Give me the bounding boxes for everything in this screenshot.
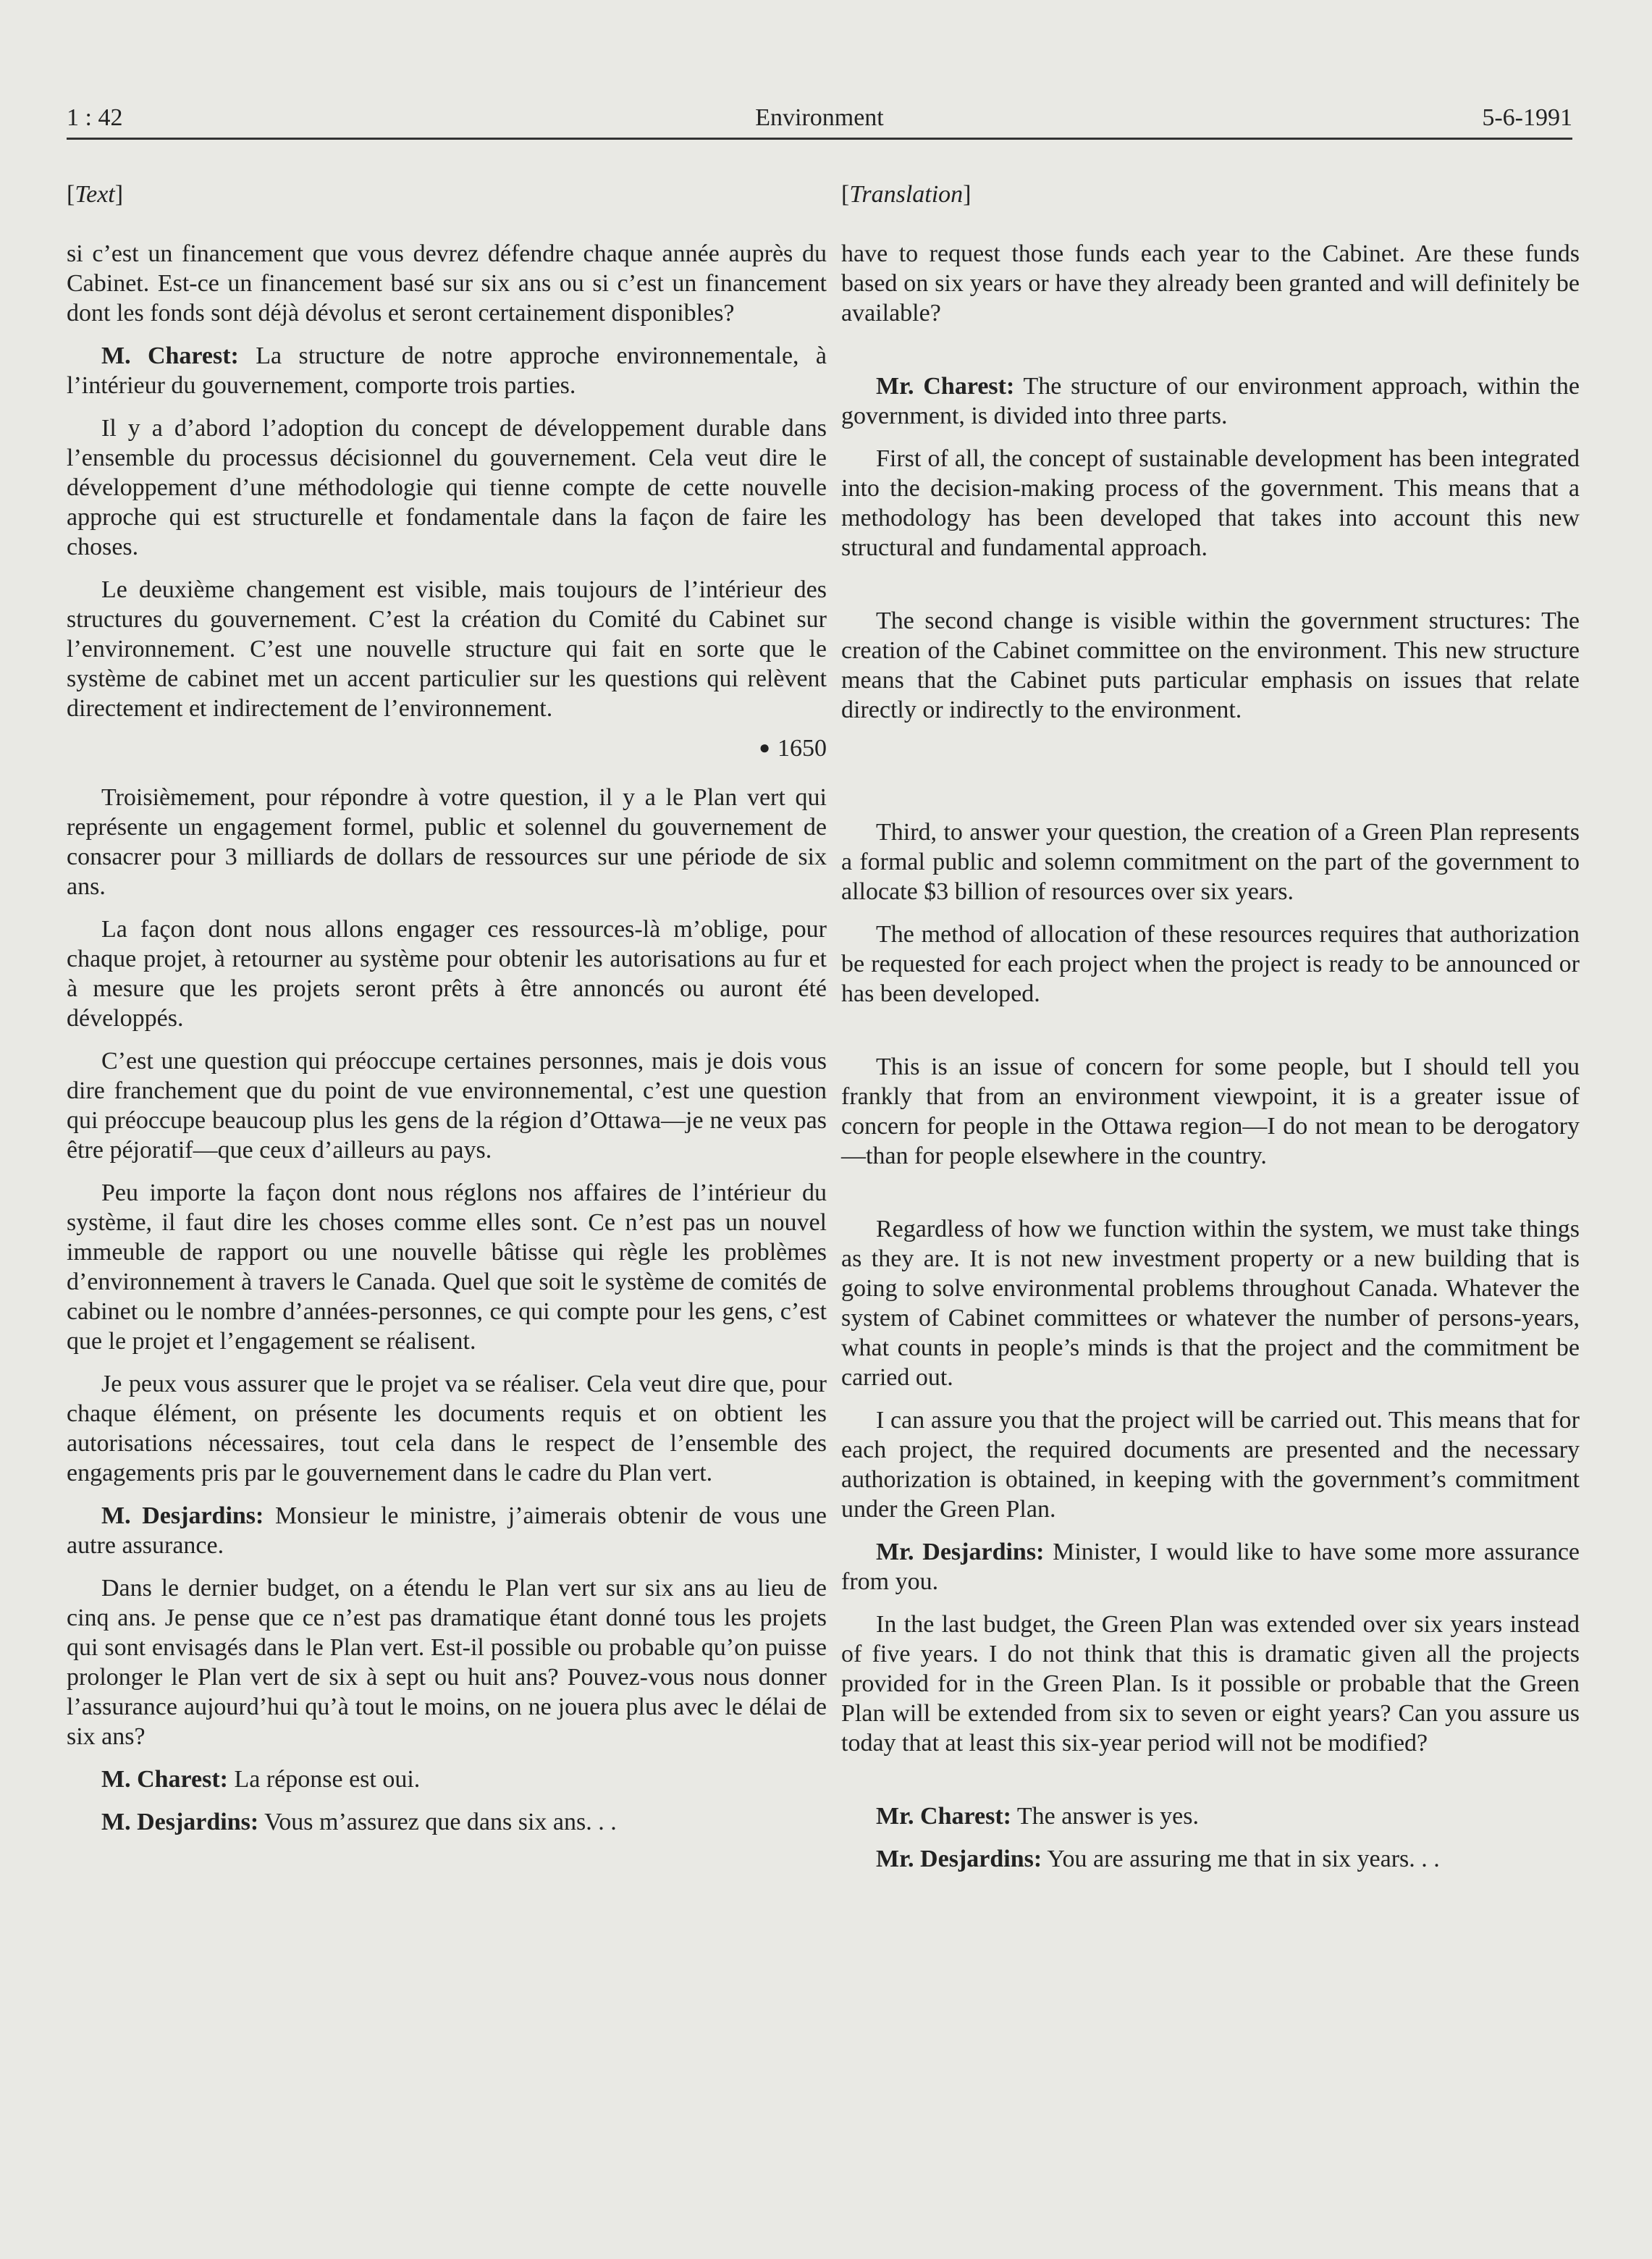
paragraph: M. Desjardins: Vous m’assurez que dans six ans. . . bbox=[101, 1809, 617, 1835]
paragraph: The second change is visible within the government structures: The creation of the Cabinet committee on the environment. This new structure means that the Cabinet puts particular emphasis on issues that relate directly or indirectly to the environment. bbox=[841, 607, 1580, 723]
paragraph: Je peux vous assurer que le projet va se réaliser. Cela veut dire que, pour chaque élément, on présente les documents requis et on obtient les autorisations nécessaires, tout cela dans le respect de l’ensemble des engagements pris par le gouvernement dans le cadre du Plan vert. bbox=[67, 1371, 827, 1486]
speaker-name: Mr. Charest: bbox=[876, 1803, 1011, 1830]
bullet-icon: ● bbox=[759, 737, 770, 758]
paragraph: I can assure you that the project will be carried out. This means that for each project, the required documents are presented and the necessary authorization is obtained, in keeping with the government’s commitment under the Green Plan. bbox=[841, 1407, 1580, 1523]
translation-label: [Translation] bbox=[841, 181, 972, 208]
paragraph: Mr. Charest: The answer is yes. bbox=[876, 1803, 1200, 1830]
running-title: Environment bbox=[755, 104, 884, 131]
paragraph: Dans le dernier budget, on a étendu le Plan vert sur six ans au lieu de cinq ans. Je pense que ce n’est pas dramatique étant donné tous les projets qui sont envisagés dans le Plan vert. Est-il possible ou probable qu’on puisse prolonger le Plan vert de six à sept ou huit ans? Pouvez-vous nous donner l’assurance aujourd’hui qu’à tout le moins, on ne jouera plus avec le délai de six ans? bbox=[67, 1575, 827, 1750]
paragraph: Mr. Desjardins: You are assuring me that in six years. . . bbox=[876, 1846, 1440, 1872]
paragraph: Troisièmement, pour répondre à votre question, il y a le Plan vert qui représente un engagement formel, public et solennel du gouvernement de consacrer pour 3 milliards de dollars de ressources sur une période de six ans. bbox=[67, 784, 827, 900]
paragraph: Mr. Desjardins: Minister, I would like to have some more assurance from you. bbox=[841, 1539, 1580, 1595]
french-column bbox=[67, 181, 827, 1837]
paragraph: Peu importe la façon dont nous réglons nos affaires de l’intérieur du système, il faut dire les choses comme elles sont. Ce n’est pas un nouvel immeuble de rapport ou une nouvelle bâtisse qui règle les problèmes d’environnement à travers le Canada. Quel que soit le système de comités de cabinet ou le nombre d’années-personnes, ce qui compte pour les gens, c’est que le projet et l’engagement se réalisent. bbox=[67, 1179, 827, 1355]
paragraph: Le deuxième changement est visible, mais toujours de l’intérieur des structures du gouvernement. C’est la création du Comité du Cabinet sur l’environnement. C’est une nouvelle structure qui fait en sorte que le système de cabinet met un accent particulier sur les questions qui relèvent directement et indirectement de l’environnement. bbox=[67, 576, 827, 722]
sitting-date: 5-6-1991 bbox=[1482, 104, 1572, 131]
paragraph: have to request those funds each year to the Cabinet. Are these funds based on six years or have they already been granted and will definitely be available? bbox=[841, 240, 1580, 327]
paragraph: Regardless of how we function within the system, we must take things as they are. It is not new investment property or a new building that is going to solve environmental problems throughout Canada. Whatever the system of Cabinet committees or whatever the number of persons-years, what counts in people’s minds is that the project and the commitment be carried out. bbox=[841, 1216, 1580, 1391]
paragraph: This is an issue of concern for some people, but I should tell you frankly that from an environment viewpoint, it is a greater issue of concern for people in the Ottawa region—I do not mean to be derogatory—than for people elsewhere in the country. bbox=[841, 1053, 1580, 1169]
time-marker: ● 1650 bbox=[759, 735, 827, 762]
english-column bbox=[841, 181, 1580, 1874]
paragraph: si c’est un financement que vous devrez défendre chaque année auprès du Cabinet. Est-ce un financement basé sur six ans ou si c’est un financement dont les fonds sont déjà dévolus et seront certainement disponibles? bbox=[67, 240, 827, 327]
paragraph: Mr. Charest: The structure of our environment approach, within the government, is divided into three parts. bbox=[841, 373, 1580, 429]
text-label: [Text] bbox=[67, 181, 124, 208]
speaker-name: M. Charest: bbox=[101, 342, 239, 369]
speaker-name: Mr. Charest: bbox=[876, 373, 1015, 400]
paragraph: Il y a d’abord l’adoption du concept de développement durable dans l’ensemble du processus décisionnel du gouvernement. Cela veut dire le développement d’une méthodologie qui tienne compte de cette nouvelle approche qui est structurelle et fondamentale dans la façon de faire les choses. bbox=[67, 415, 827, 560]
speaker-name: M. Desjardins: bbox=[101, 1809, 259, 1835]
speaker-name: Mr. Desjardins: bbox=[876, 1539, 1045, 1565]
paragraph: The method of allocation of these resources requires that authorization be requested for each project when the project is ready to be announced or has been developed. bbox=[841, 921, 1580, 1007]
paragraph: C’est une question qui préoccupe certaines personnes, mais je dois vous dire franchement que du point de vue environnemental, c’est une question qui préoccupe beaucoup plus les gens de la région d’Ottawa—je ne veux pas être péjoratif—que ceux d’ailleurs au pays. bbox=[67, 1048, 827, 1164]
page-header bbox=[67, 85, 1572, 140]
paragraph: M. Charest: La réponse est oui. bbox=[101, 1766, 421, 1793]
paragraph: Third, to answer your question, the creation of a Green Plan represents a formal public and solemn commitment on the part of the government to allocate $3 billion of resources over six years. bbox=[841, 819, 1580, 905]
speaker-name: M. Charest: bbox=[101, 1766, 228, 1793]
paragraph: First of all, the concept of sustainable development has been integrated into the decision-making process of the government. This means that a methodology has been developed that takes into account this new structural and fundamental approach. bbox=[841, 445, 1580, 561]
paragraph: M. Charest: La structure de notre approche environnementale, à l’intérieur du gouvernement, comporte trois parties. bbox=[67, 342, 827, 399]
speaker-name: Mr. Desjardins: bbox=[876, 1846, 1042, 1872]
paragraph: M. Desjardins: Monsieur le ministre, j’aimerais obtenir de vous une autre assurance. bbox=[67, 1502, 827, 1559]
speaker-name: M. Desjardins: bbox=[101, 1502, 264, 1529]
paragraph: La façon dont nous allons engager ces ressources-là m’oblige, pour chaque projet, à retourner au système pour obtenir les autorisations au fur et à mesure que les projets seront prêts à être annoncés ou auront été développés. bbox=[67, 916, 827, 1032]
paragraph: In the last budget, the Green Plan was extended over six years instead of five years. I do not think that this is dramatic given all the projects provided for in the Green Plan. Is it possible or probable that the Green Plan will be extended from six to seven or eight years? Can you assure us today that at least this six-year period will not be modified? bbox=[841, 1611, 1580, 1757]
page-number: 1 : 42 bbox=[67, 104, 123, 131]
